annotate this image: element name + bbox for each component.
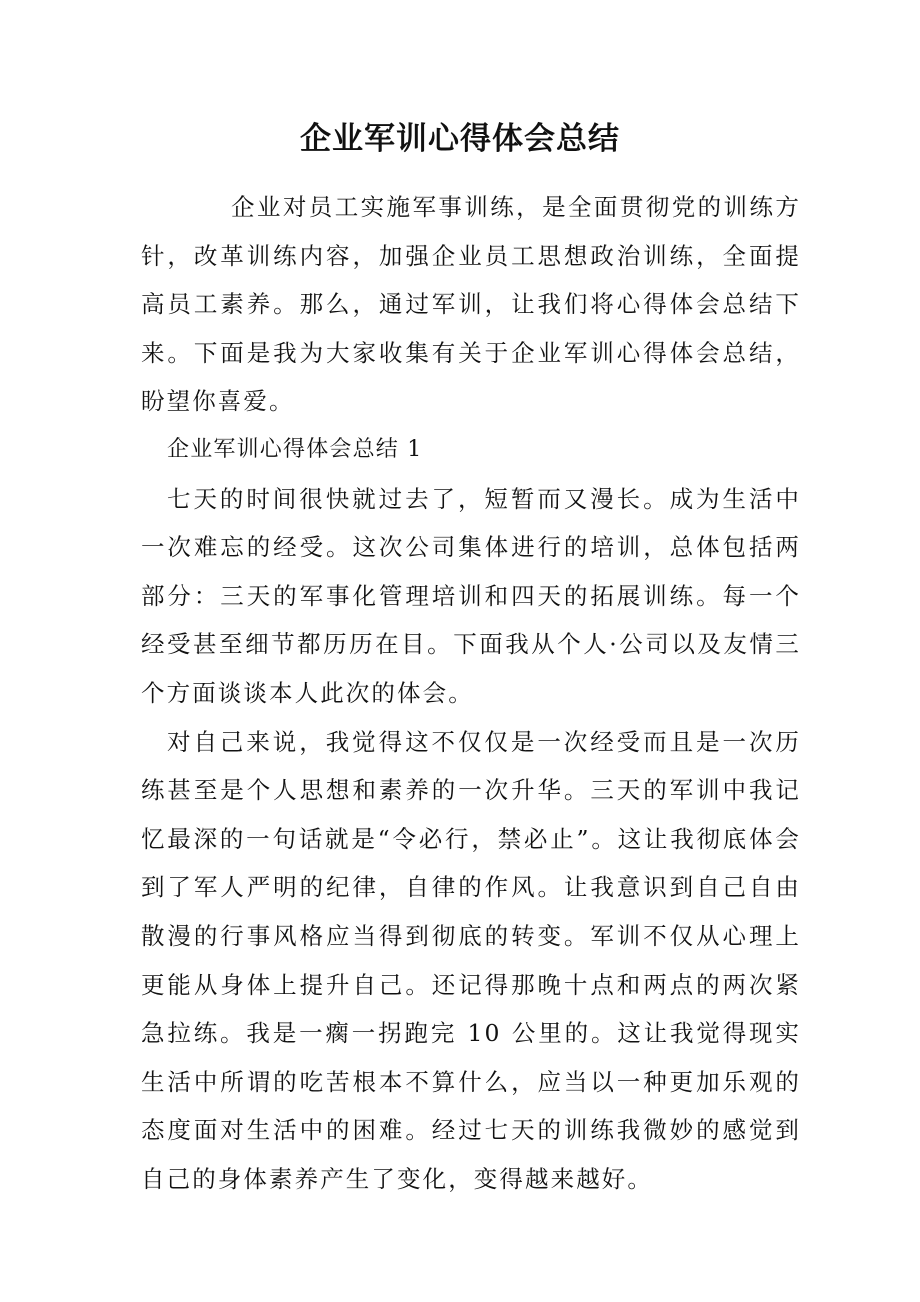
document-title: 企业军训心得体会总结 — [300, 121, 620, 157]
body-paragraph: 对自己来说，我觉得这不仅仅是一次经受而且是一次历练甚至是个人思想和素养的一次升华。三天的军训中我记忆最深的一句话就是“令必行，禁必止”。这让我彻底体会到了军人严明的纪律，自律的作风。让我意识到自己自由散漫的行事风格应当得到彻底的转变。军训不仅从心理上更能从身体上提升自己。还记得那晚十点和两点的两次紧急拉练。我是一瘸一拐跑完 10 公里的。这让我觉得现实生活中所谓的吃苦根本不算什么，应当以一种更加乐观的态度面对生活中的困难。经过七天的训练我微妙的感觉到自己的身体素养产生了变化，变得越来越好。 — [141, 727, 801, 1193]
body-paragraph: 七天的时间很快就过去了，短暂而又漫长。成为生活中一次难忘的经受。这次公司集体进行的培训，总体包括两部分：三天的军事化管理培训和四天的拓展训练。每一个经受甚至细节都历历在目。下面我从个人·公司以及友情三个方面谈谈本人此次的体会。 — [141, 484, 801, 707]
intro-paragraph: 企业对员工实施军事训练，是全面贯彻党的训练方针，改革训练内容，加强企业员工思想政治训练，全面提高员工素养。那么，通过军训，让我们将心得体会总结下来。下面是我为大家收集有关于企业军训心得体会总结，盼望你喜爱。 — [141, 193, 801, 416]
document-body — [141, 183, 801, 1203]
section-heading: 企业军训心得体会总结 1 — [167, 436, 423, 462]
